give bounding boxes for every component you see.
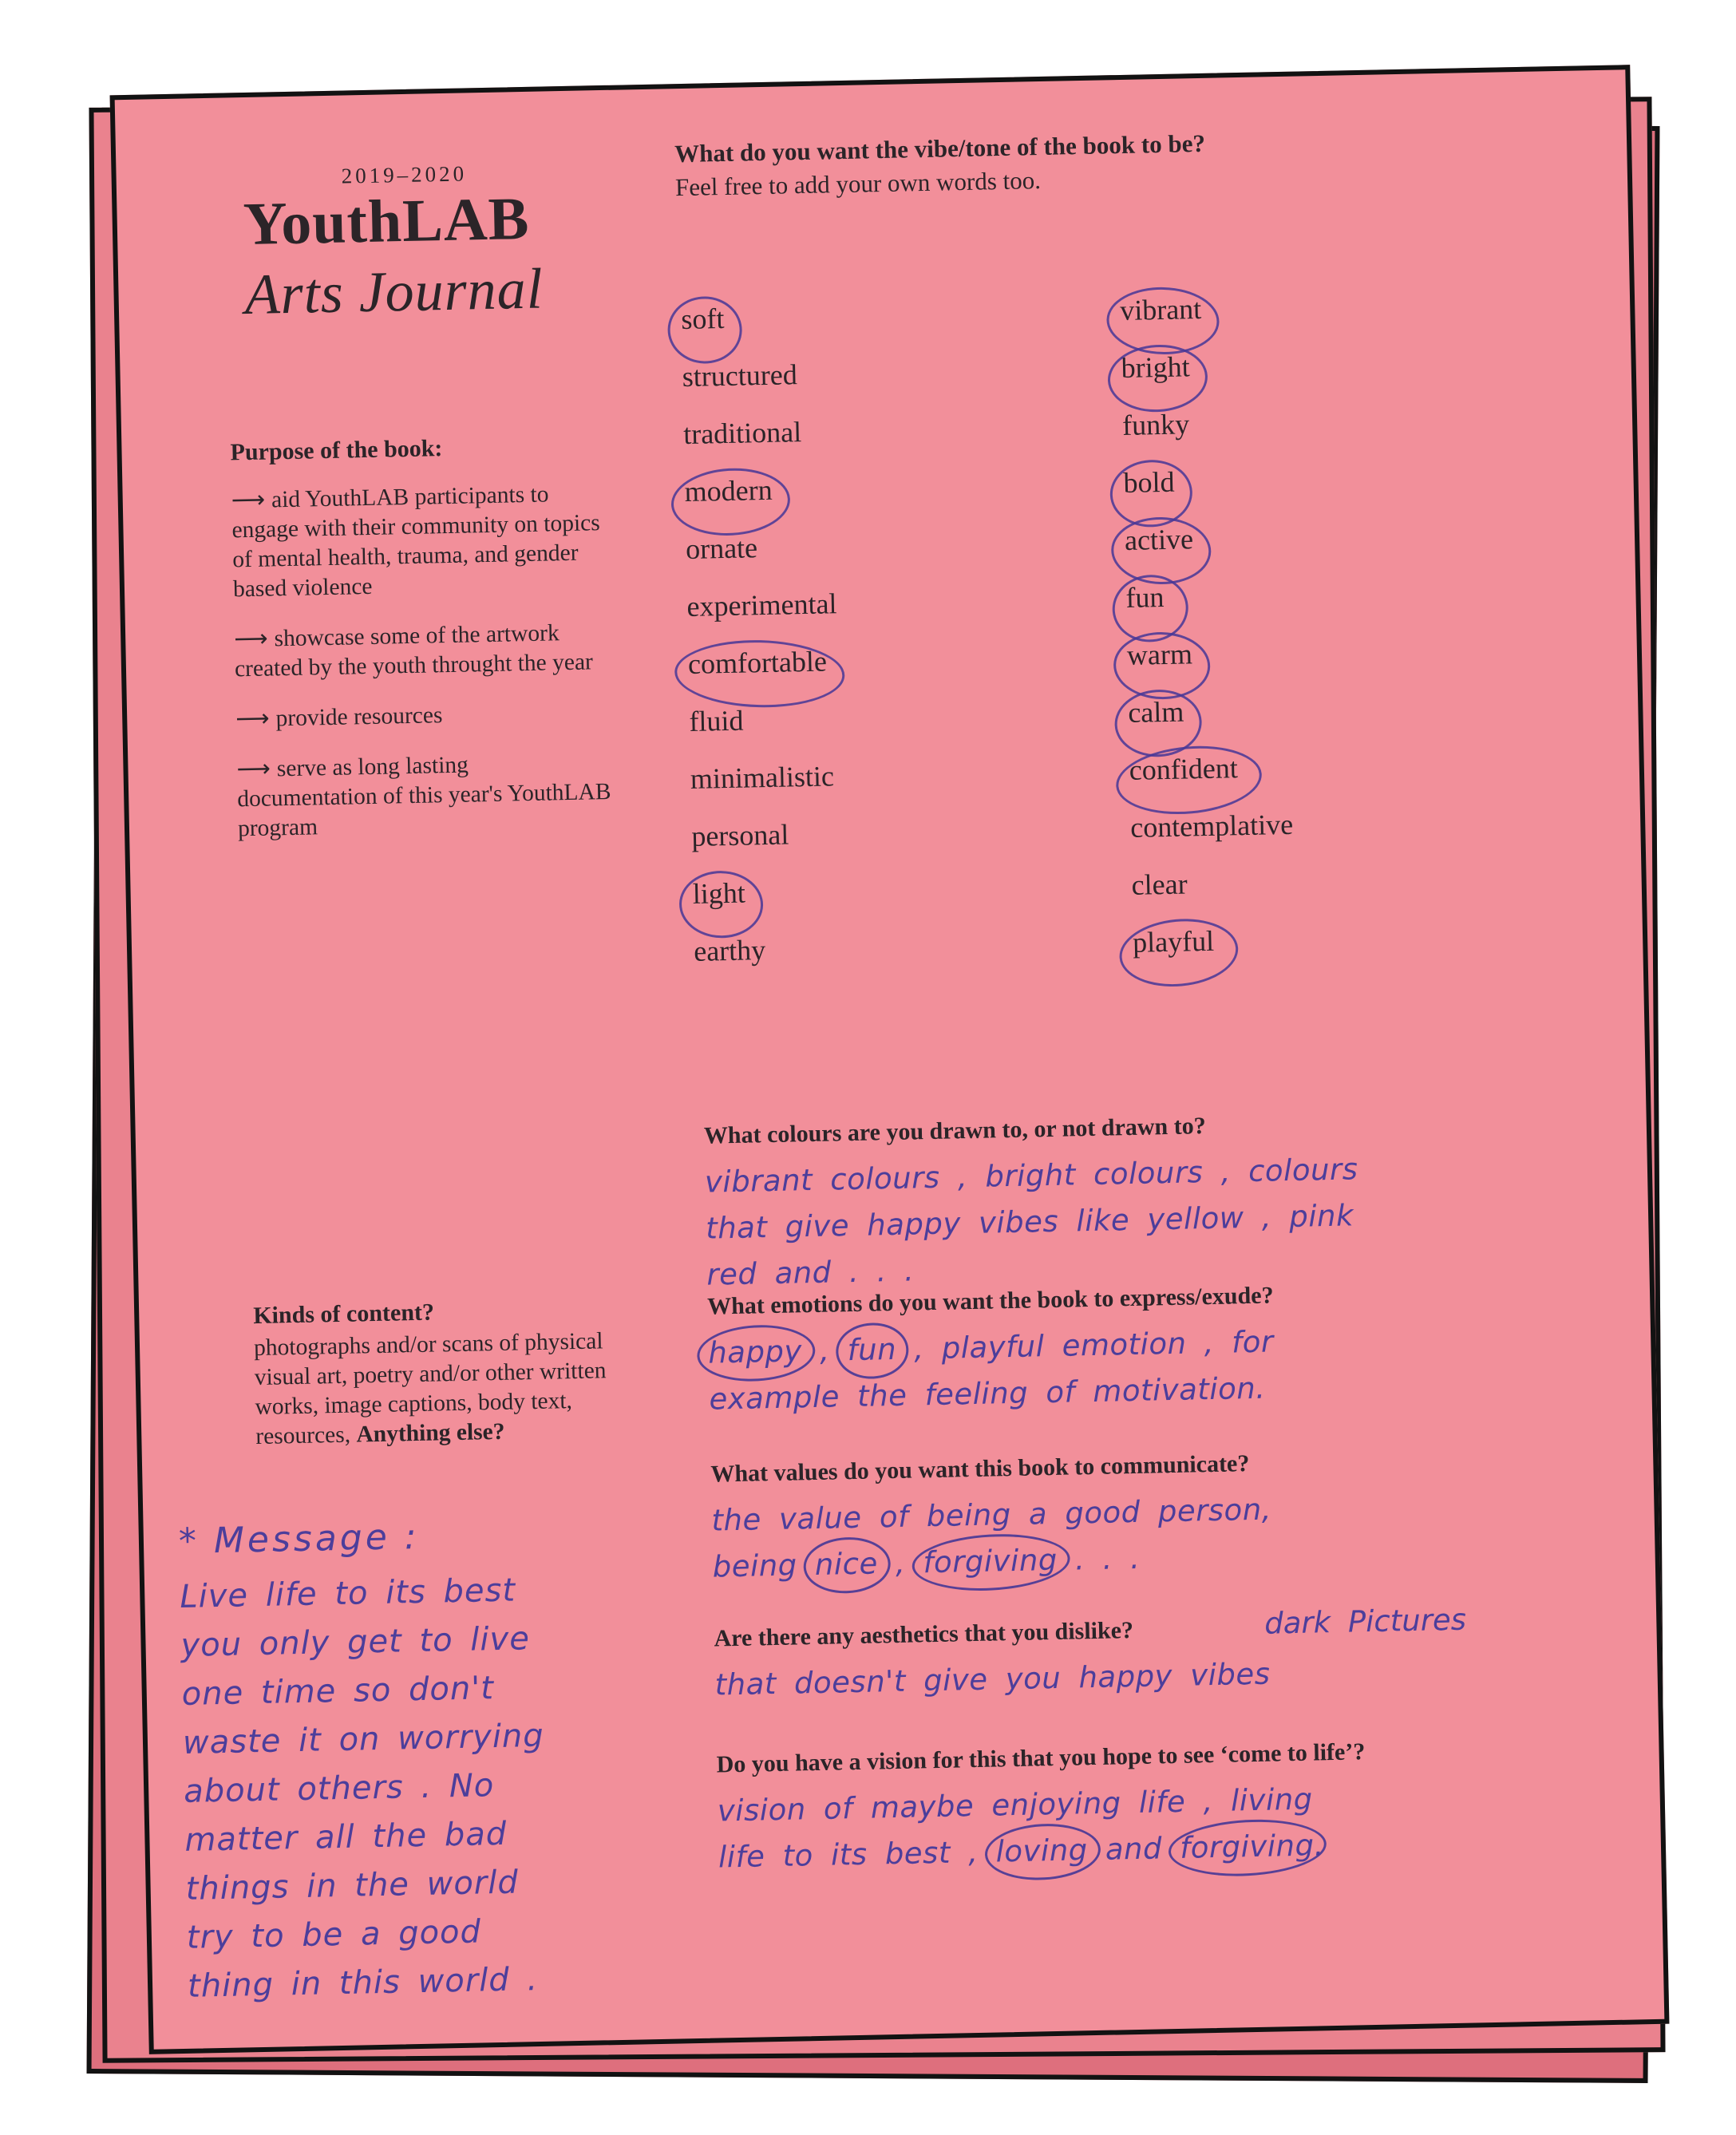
handwritten-text: that give happy vibes like yellow , pink [705,1198,1354,1246]
message-lines [180,1563,699,2011]
message-line: thing in this world . [187,1961,539,2005]
arrow-icon: ⟶ [233,626,267,653]
purpose-item [234,618,610,684]
handwritten-text: . . . [1057,1540,1141,1577]
purpose-item-text: showcase some of the artwork created by the youth throught the year [234,620,594,682]
answer-colours [704,1141,1664,1299]
handwritten-text: , playful emotion , for [896,1324,1274,1366]
question-aesthetics-text: Are there any aesthetics that you dislike? [714,1617,1134,1652]
arrow-icon: ⟶ [236,756,270,783]
purpose-heading: Purpose of the book: [230,435,443,466]
circled-word: loving [995,1827,1088,1875]
message-line: matter all the bad [184,1815,508,1859]
question-colours-text: What colours are you drawn to, or not drawn to? [703,1113,1206,1149]
vibe-word: experimental [686,587,837,623]
vibe-word: playful [1133,924,1215,983]
purpose-item-text: provide resources [275,702,443,732]
vibe-word: earthy [693,934,766,967]
message-line: waste it on worrying [182,1717,545,1761]
handwritten-text: the value of being a good person, [711,1492,1272,1538]
question-aesthetics [714,1603,1736,1708]
message-line: one time so don't [181,1670,495,1713]
vibe-word: modern [684,473,773,532]
purpose-items [231,479,613,844]
handwritten-message [178,1511,698,2011]
year-label: 2019–2020 [341,161,468,188]
vibe-word: bright [1121,350,1190,409]
purpose-item [236,748,613,844]
vibe-word: comfortable [688,644,828,704]
question-emotions [707,1275,1667,1423]
answer-vision [717,1766,1736,1880]
vibe-question-subtext: Feel free to add your own words too. [674,165,1042,202]
purpose-item-text: aid YouthLAB participants to engage with their community on topics of mental health, trauma, and gender based violence [231,481,601,603]
handwritten-text: , [801,1333,848,1369]
purpose-section [230,430,614,864]
answer-aesthetics [714,1639,1736,1708]
message-line: you only get to live [180,1620,531,1664]
vibe-word: minimalistic [690,760,835,795]
purpose-item [235,698,611,734]
handwritten-text: dark Pictures [1263,1602,1467,1641]
question-vision-text: Do you have a vision for this that you hope to see ‘come to life’? [716,1738,1366,1778]
vibe-question: What do you want the vibe/tone of the book to be? [674,128,1206,168]
message-line: about others . No [183,1767,495,1810]
vibe-word: ornate [685,532,758,565]
question-values [710,1442,1671,1591]
handwritten-text: , [877,1545,923,1581]
vibe-word: calm [1128,695,1184,753]
vibe-word: fun [1125,580,1165,639]
kinds-heading: Kinds of content? [252,1299,435,1330]
vibe-word: clear [1131,868,1188,901]
vibe-word-column-1 [681,299,844,992]
vibe-word: funky [1121,408,1190,441]
circled-word: nice [814,1540,878,1588]
vibe-word: warm [1126,637,1192,696]
vibe-word: soft [681,302,725,360]
answer-emotions [708,1311,1667,1423]
page-title: YouthLAB [242,184,531,259]
message-line: Live life to its best [179,1572,516,1615]
kinds-of-content-section [253,1294,635,1452]
vibe-word: light [692,876,745,935]
vibe-word: vibrant [1120,292,1202,351]
questionnaire-page [110,65,1670,2054]
vibe-word: contemplative [1129,808,1294,844]
vibe-word: personal [690,818,789,852]
circled-word: fun [847,1326,897,1374]
handwritten-text: being [712,1548,816,1584]
purpose-item-text: serve as long lasting documentation of this year's YouthLAB program [236,752,611,842]
handwritten-text: red and . . . [706,1253,915,1292]
circled-word: happy [708,1328,803,1376]
answer-values [711,1479,1671,1591]
vibe-word: traditional [682,416,802,451]
handwritten-line [714,1639,1736,1708]
vibe-word: fluid [689,704,744,737]
message-label: * Message : [178,1516,421,1562]
question-emotions-text: What emotions do you want the book to express/exude? [706,1282,1274,1320]
vibe-word: structured [682,358,798,393]
message-line: try to be a good [186,1913,482,1956]
purpose-item [231,479,608,604]
handwritten-text: life to its best , [718,1834,997,1875]
arrow-icon: ⟶ [231,487,264,514]
page-subtitle: Arts Journal [243,256,544,327]
handwritten-text: vibrant colours , bright colours , colours [704,1152,1358,1200]
handwritten-text: and [1087,1830,1180,1868]
handwritten-text: that doesn't give you happy vibes [714,1656,1271,1702]
kinds-bold-tail: Anything else? [356,1418,505,1448]
kinds-body: photographs and/or scans of physical visual art, poetry and/or other written works, image captions, body text, resources, [253,1328,607,1450]
answer-aesthetics-inline [1264,1603,1467,1641]
handwritten-text: . [1314,1828,1325,1863]
arrow-icon: ⟶ [235,706,268,733]
circled-word: forgiving [1180,1823,1315,1872]
vibe-word: active [1125,522,1194,581]
question-colours [704,1104,1665,1299]
question-vision [716,1730,1736,1880]
vibe-word-column-2 [1120,291,1296,983]
message-line: things in the world [185,1864,520,1908]
vibe-word: bold [1123,465,1175,524]
handwritten-text: vision of maybe enjoying life , living [717,1781,1314,1829]
handwritten-text: example the feeling of motivation. [709,1370,1266,1417]
circled-word: forgiving [923,1537,1058,1586]
vibe-word: confident [1129,751,1238,811]
question-values-text: What values do you want this book to communicate? [710,1450,1250,1488]
